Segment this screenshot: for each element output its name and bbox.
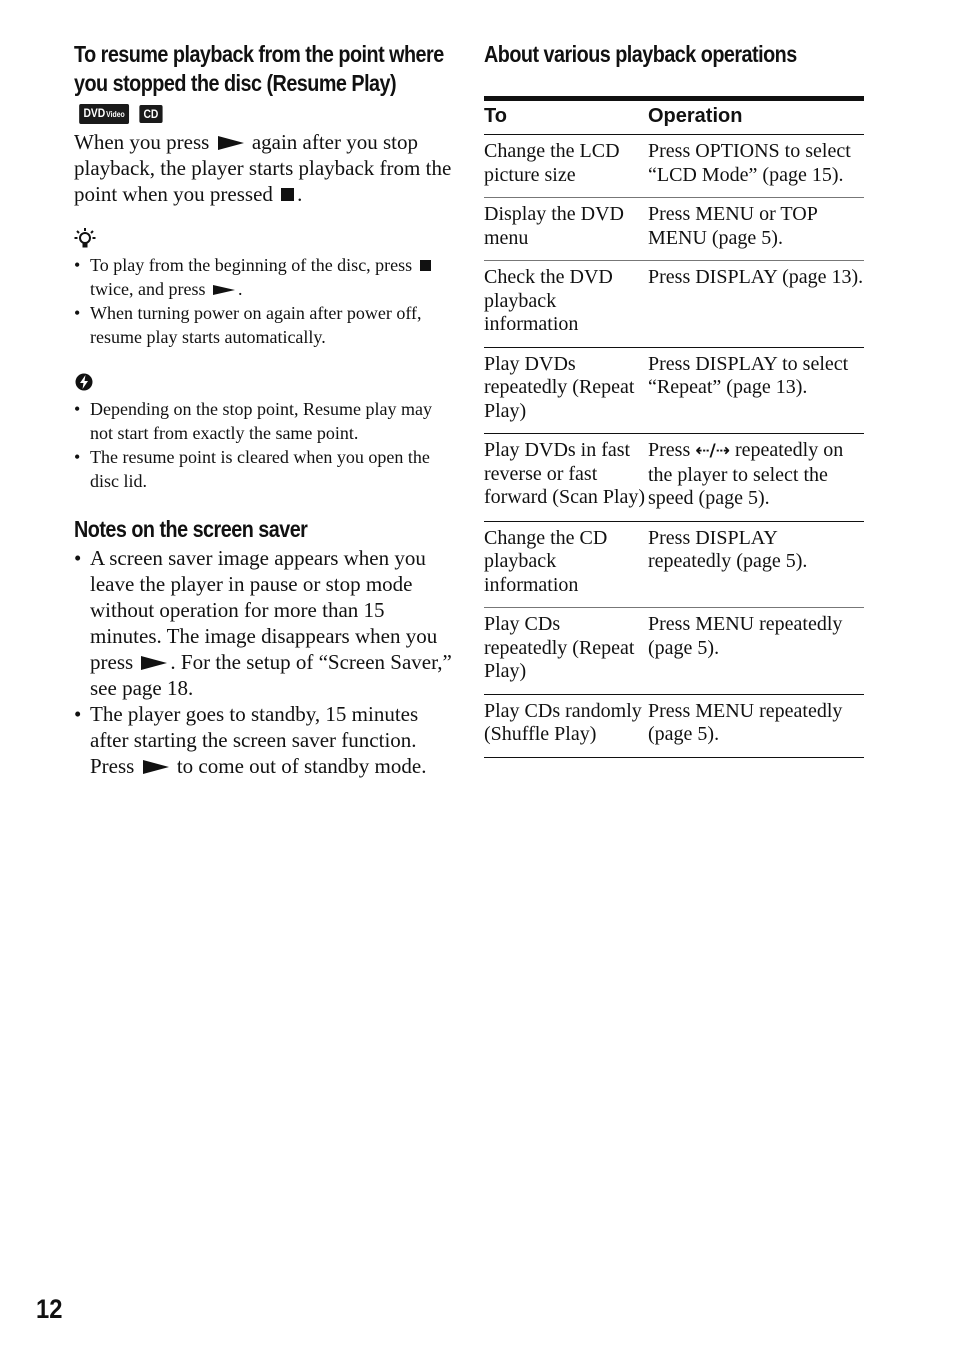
note-caution-icon xyxy=(74,371,94,393)
table-row xyxy=(484,198,864,261)
tips-list xyxy=(74,253,456,349)
table-cell-operation: Press MENU repeatedly (page 5). xyxy=(648,694,864,757)
tip-1-text-a: To play from the beginning of the disc, press xyxy=(90,255,413,275)
playback-operations-heading: About various playback operations xyxy=(484,41,797,67)
right-column xyxy=(484,40,864,758)
screen-saver-2-text-b: to come out of standby mode. xyxy=(176,754,427,778)
table-cell-operation: Press DISPLAY repeatedly (page 5). xyxy=(648,521,864,608)
scan-op-text-a: Press xyxy=(648,439,691,461)
page-number: 12 xyxy=(36,1294,63,1324)
resume-play-heading xyxy=(74,40,455,127)
table-cell-to: Check the DVD playback information xyxy=(484,261,648,348)
tip-1-text-b: twice, and press xyxy=(90,279,206,299)
table-row xyxy=(484,135,864,198)
tip-2-text: When turning power on again after power off, resume play starts automatically. xyxy=(90,303,422,347)
stop-icon xyxy=(281,188,294,201)
table-header-row xyxy=(484,99,864,135)
table-row xyxy=(484,261,864,348)
play-icon xyxy=(213,285,235,295)
note-icon-row xyxy=(74,371,456,395)
table-header-to: To xyxy=(484,99,648,135)
table-row xyxy=(484,434,864,522)
tip-item xyxy=(74,301,456,349)
cd-badge: CD xyxy=(139,105,163,123)
resume-play-paragraph xyxy=(74,129,456,207)
table-cell-to: Play CDs randomly (Shuffle Play) xyxy=(484,694,648,757)
tip-1-text-c: . xyxy=(237,279,243,299)
table-header-operation: Operation xyxy=(648,99,864,135)
lightbulb-tip-icon xyxy=(74,227,96,251)
table-cell-to: Change the CD playback information xyxy=(484,521,648,608)
table-cell-to: Display the DVD menu xyxy=(484,198,648,261)
table-cell-operation: Press DISPLAY to select “Repeat” (page 13). xyxy=(648,347,864,434)
table-row xyxy=(484,608,864,695)
tip-icon-row xyxy=(74,227,456,251)
dvd-badge-text: DVD xyxy=(83,105,106,120)
table-cell-to: Play DVDs in fast reverse or fast forward (Scan Play) xyxy=(484,434,648,522)
table-cell-operation: Press MENU repeatedly (page 5). xyxy=(648,608,864,695)
note-2-text: The resume point is cleared when you open the disc lid. xyxy=(90,447,430,491)
resume-play-heading-text: To resume playback from the point where you stopped the disc (Resume Play) xyxy=(74,41,444,96)
play-icon xyxy=(218,136,244,150)
stop-icon xyxy=(420,260,431,271)
resume-text-2: again after you stop playback, the player starts playback from the point when you pressed xyxy=(74,130,452,206)
table-cell-operation: Press MENU or TOP MENU (page 5). xyxy=(648,198,864,261)
dvd-video-badge xyxy=(79,104,129,124)
screen-saver-2-text-a: The player goes to standby, 15 minutes after starting the screen saver function. Press xyxy=(90,702,419,778)
left-right-arrows-icon: ⇠/⇢ xyxy=(695,441,730,461)
playback-operations-table xyxy=(484,96,864,758)
note-item xyxy=(74,445,456,493)
table-row xyxy=(484,521,864,608)
left-column xyxy=(74,40,456,779)
screen-saver-1-text-a: A screen saver image appears when you leave the player in pause or stop mode without operation for more than 15 minutes. The image disappears when you press xyxy=(90,546,438,674)
resume-text-3: . xyxy=(297,182,303,206)
scan-op-text-b: repeatedly on the player to select the speed (page 5). xyxy=(648,439,844,509)
screen-saver-list xyxy=(74,545,456,779)
note-1-text: Depending on the stop point, Resume play may not start from exactly the same point. xyxy=(90,399,432,443)
table-row xyxy=(484,694,864,757)
table-cell-operation: Press DISPLAY (page 13). xyxy=(648,261,864,348)
screen-saver-item xyxy=(74,545,456,701)
note-item xyxy=(74,397,456,445)
table-cell-to: Play CDs repeatedly (Repeat Play) xyxy=(484,608,648,695)
dvd-badge-sub: Video xyxy=(106,109,125,119)
table-cell-to: Play DVDs repeatedly (Repeat Play) xyxy=(484,347,648,434)
tip-item xyxy=(74,253,456,301)
table-row xyxy=(484,347,864,434)
play-icon xyxy=(141,656,167,670)
table-cell-to: Change the LCD picture size xyxy=(484,135,648,198)
notes-list xyxy=(74,397,456,493)
play-icon xyxy=(143,760,169,774)
table-cell-operation: Press OPTIONS to select “LCD Mode” (page 15). xyxy=(648,135,864,198)
screen-saver-1-text-b: . For the setup of “Screen Saver,” see page 18. xyxy=(90,650,452,700)
table-cell-operation xyxy=(648,434,864,522)
screen-saver-heading: Notes on the screen saver xyxy=(74,516,308,542)
screen-saver-item xyxy=(74,701,456,779)
resume-text-1: When you press xyxy=(74,130,210,154)
